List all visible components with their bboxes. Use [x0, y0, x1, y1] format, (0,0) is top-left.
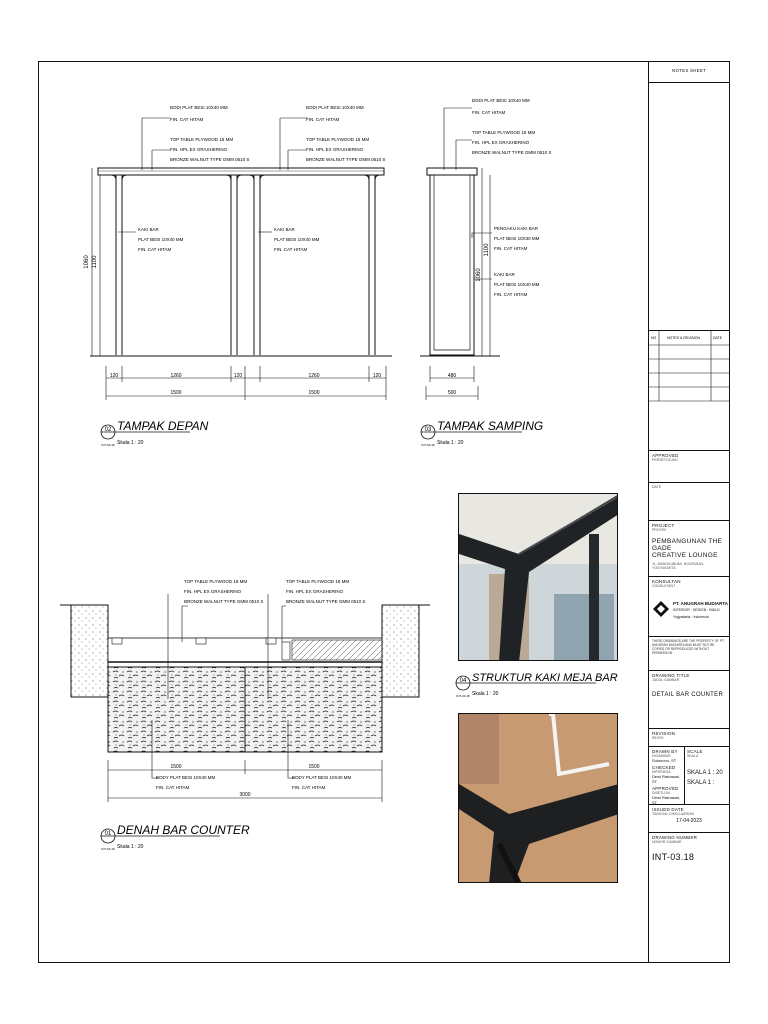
front-note-body-1b: BODI PLAT BESI 10X40 MM	[306, 105, 364, 110]
rev-col-date: DATE	[713, 336, 723, 340]
issued-cell	[649, 805, 729, 833]
side-note-brace-1: PENGAKU KAKI BAR	[494, 226, 539, 231]
side-depth-dim: 480	[447, 373, 457, 379]
front-note-top-2: FIN. HPL EX GRASHERINO	[170, 147, 228, 152]
front-note-leg-2: PLAT BESI 10X40 MM	[138, 237, 184, 242]
plan-view	[60, 579, 430, 851]
checked-sublabel: DIPERIKSA	[652, 770, 671, 774]
front-dim-e: 120	[372, 373, 382, 379]
front-dim-a: 120	[109, 373, 119, 379]
side-note-leg-2: PLAT BESI 10X40 MM	[494, 282, 540, 287]
side-scale: Skala 1 : 20	[437, 440, 464, 446]
drawn-name: Sukmono, ST	[652, 758, 677, 763]
front-note-leg-3b: FIN. CAT HITAM	[274, 247, 308, 252]
photo-leg-structure-1	[458, 493, 618, 661]
issued-date: 17-04-2023	[676, 818, 702, 824]
side-note-top-3: BRONZE WALNUT TYPE GMM 0510 S	[472, 150, 552, 155]
approved2-label: APPROVED	[652, 786, 679, 791]
issued-sublabel: TANGGAL DIKELUARKAN	[652, 812, 695, 816]
company-logo-icon	[653, 601, 669, 617]
drawn-label: DRAWN BY	[652, 749, 678, 754]
side-note-body-1: BODI PLAT BESI 10X40 MM	[472, 98, 530, 103]
plan-dim-left: 1500	[170, 764, 182, 770]
front-dim-total-left: 1500	[170, 390, 182, 396]
photo-title-sheet: INT-03.18	[456, 694, 470, 698]
drawing-number-label: DRAWING NUMBER	[652, 835, 698, 840]
plan-title: DENAH BAR COUNTER	[117, 823, 250, 837]
approved-label: APPROVED	[652, 453, 679, 458]
side-elevation	[420, 98, 551, 447]
front-title-sheet: INT-03.18	[101, 443, 115, 447]
front-height2-dim: 1100	[92, 255, 98, 269]
front-height-dim: 1060	[84, 255, 90, 269]
project-label: PROJECT	[652, 523, 675, 528]
scale-value-2: SKALA 1 :	[687, 780, 715, 786]
side-note-brace-3: FIN. CAT HITAM	[494, 246, 528, 251]
drawing-number-cell	[649, 833, 729, 961]
project-location: JL. MANGKUBUMI, NGUPASAN, YOGYAKARTA	[652, 562, 705, 570]
revision-label: REVISION	[652, 731, 676, 736]
drawing-title-sublabel: JUDUL GAMBAR	[652, 678, 680, 682]
title-block	[648, 61, 730, 963]
notes-area	[649, 83, 729, 331]
side-title-sheet: INT-03.18	[421, 443, 435, 447]
rev-col-notes: NOTES & REVISION	[667, 336, 701, 340]
plan-note-top-1: TOP TABLE PLYWOOD 18 MM	[184, 579, 248, 584]
side-note-leg-3: FIN. CAT HITAM	[494, 292, 528, 297]
side-height2-dim: 1100	[484, 243, 490, 257]
side-total-dim: 500	[447, 390, 457, 396]
rev-col-no: NO	[651, 336, 657, 340]
front-note-leg-1: KAKI BAR	[138, 227, 159, 232]
photo-scale: Skala 1 : 20	[472, 691, 499, 697]
company-name: PT. ANUGRAH BUDIARTA	[673, 601, 728, 606]
front-note-top-1b: TOP TABLE PLYWOOD 18 MM	[306, 137, 370, 142]
side-note-brace-2: PLAT BESI 10X30 MM	[494, 236, 540, 241]
front-note-top-1: TOP TABLE PLYWOOD 18 MM	[170, 137, 234, 142]
photo-leg-structure-2	[458, 713, 618, 883]
front-scale: Skala 1 : 20	[117, 440, 144, 446]
project-name-1: PEMBANGUNAN THE GADE	[652, 538, 723, 552]
plan-note-body-2: FIN. CAT HITAM	[156, 785, 190, 790]
disclaimer-cell	[649, 637, 729, 671]
plan-note-top-3b: BRONZE WALNUT TYPE GMM 0510 S	[286, 599, 366, 604]
sheet-tag: NOTES SHEET	[672, 68, 706, 73]
plan-note-body-2b: FIN. CAT HITAM	[292, 785, 326, 790]
revision-cell	[649, 729, 729, 747]
scale-label: SCALE	[687, 749, 703, 754]
project-sublabel: PROYEK	[652, 528, 667, 532]
consultant-sublabel: CONSULTANT	[652, 584, 676, 588]
side-note-leg-1: KAKI BAR	[494, 272, 515, 277]
front-dim-b: 1260	[170, 373, 182, 379]
side-height-dim: 1060	[476, 268, 482, 282]
approved2-sublabel: DISETUJUI	[652, 791, 671, 795]
consultant-cell	[649, 577, 729, 637]
plan-dim-right: 1500	[308, 764, 320, 770]
photo-caption	[456, 672, 618, 698]
drawing-number: INT-03.18	[652, 852, 695, 862]
revision-table	[649, 331, 729, 451]
date-cell	[649, 483, 729, 521]
drawing-title-label: DRAWING TITLE	[652, 673, 690, 678]
drawing-title-cell	[649, 671, 729, 729]
project-name-2: CREATIVE LOUNGE	[652, 552, 718, 559]
plan-note-top-2: FIN. HPL EX GRASHERINO	[184, 589, 242, 594]
side-note-top-2: FIN. HPL EX GRASHERINO	[472, 140, 530, 145]
front-note-leg-1b: KAKI BAR	[274, 227, 295, 232]
plan-note-top-3: BRONZE WALNUT TYPE GMM 0510 S	[184, 599, 264, 604]
side-note-body-2: FIN. CAT HITAM	[472, 110, 506, 115]
front-dim-d: 1260	[308, 373, 320, 379]
front-note-body-2b: FIN. CAT HITAM	[306, 117, 340, 122]
plan-note-body-1b: BODY PLAT BESI 10X40 MM	[292, 775, 352, 780]
front-note-body-1: BODI PLAT BESI 10X40 MM	[170, 105, 228, 110]
consultant-label: KONSULTAN	[652, 579, 681, 584]
approved-cell	[649, 451, 729, 483]
front-dim-c: 120	[233, 373, 243, 379]
issued-label: ISSUED DATE	[652, 807, 684, 812]
approved2-name: Dewi Ratnasari, ST	[652, 795, 681, 805]
side-title-num: 03	[424, 427, 432, 433]
drawing-number-sublabel: NOMOR GAMBAR	[652, 840, 682, 844]
plan-title-num: 01	[104, 831, 112, 837]
disclaimer-text: THESE DRAWINGS ARE THE PROPERTY OF PT. ANUGRAH BUDIARTA AND MUST NOT BE COPIED OR REPRODUCED WITHOUT PERMISSION.	[652, 639, 725, 655]
plan-title-sheet: INT-03.18	[101, 847, 115, 851]
front-note-body-2: FIN. CAT HITAM	[170, 117, 204, 122]
company-sub: INTERIOR · DESIGN · BUILD	[673, 608, 720, 612]
sheet-tag-cell	[649, 61, 729, 83]
front-title-num: 02	[104, 427, 112, 433]
project-cell	[649, 521, 729, 577]
date-label: DATE	[652, 485, 662, 489]
checked-name: Dewi Ratnasari, ST	[652, 774, 681, 784]
front-elevation	[84, 105, 392, 447]
front-title: TAMPAK DEPAN	[117, 419, 209, 433]
side-note-top-1: TOP TABLE PLYWOOD 18 MM	[472, 130, 536, 135]
plan-note-top-2b: FIN. HPL EX GRASHERINO	[286, 589, 344, 594]
front-note-top-2b: FIN. HPL EX GRASHERINO	[306, 147, 364, 152]
front-note-leg-3: FIN. CAT HITAM	[138, 247, 172, 252]
plan-note-top-1b: TOP TABLE PLYWOOD 18 MM	[286, 579, 350, 584]
scale-sublabel: SKALA	[687, 754, 699, 758]
front-note-leg-2b: PLAT BESI 10X40 MM	[274, 237, 320, 242]
front-note-top-3: BRONZE WALNUT TYPE GMM 0510 S	[170, 157, 250, 162]
front-dim-total-right: 1500	[308, 390, 320, 396]
checked-label: CHECKED	[652, 765, 676, 770]
scale-value-1: SKALA 1 : 20	[687, 770, 723, 776]
front-note-top-3b: BRONZE WALNUT TYPE GMM 0510 S	[306, 157, 386, 162]
approved-sublabel: PERSETUJUAN	[652, 458, 678, 462]
photo-title-num: 04	[459, 678, 467, 684]
drawing-title: DETAIL BAR COUNTER	[652, 692, 724, 698]
side-title: TAMPAK SAMPING	[437, 419, 544, 433]
revision-sublabel: REVISI	[652, 736, 664, 740]
photo-title: STRUKTUR KAKI MEJA BAR	[472, 672, 618, 684]
drawn-scale-cell	[649, 747, 729, 805]
plan-note-body-1: BODY PLAT BESI 10X40 MM	[156, 775, 216, 780]
company-address: Yogyakarta · Indonesia	[673, 615, 709, 619]
drawn-sublabel: DIGAMBAR	[652, 754, 671, 758]
plan-dim-total: 3000	[239, 792, 251, 798]
plan-scale: Skala 1 : 20	[117, 844, 144, 850]
